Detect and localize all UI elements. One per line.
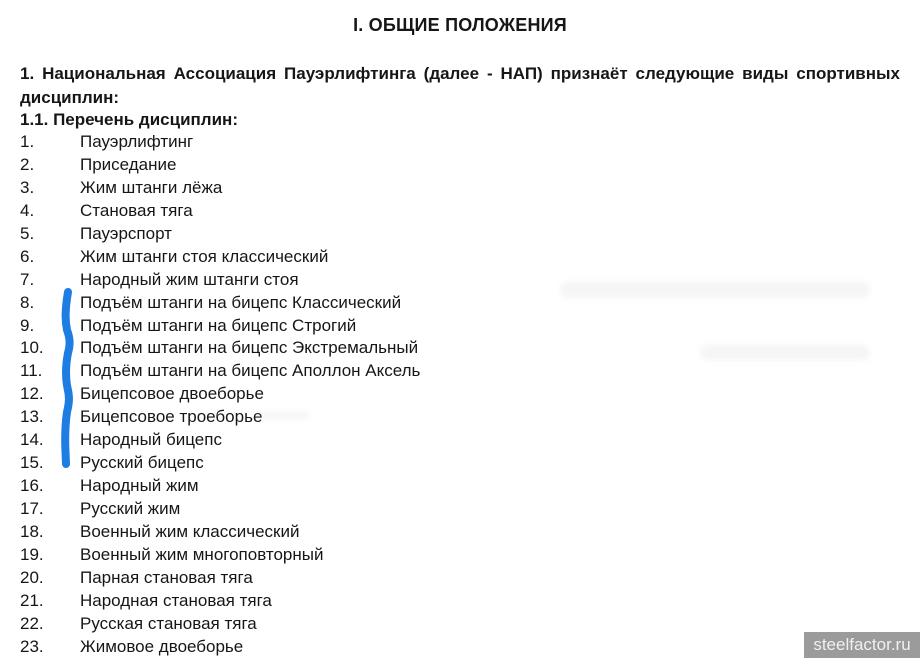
item-label: Пауэрлифтинг [80,132,194,151]
discipline-list [20,131,880,658]
item-number: 20. [20,567,44,587]
item-label: Подъём штанги на бицепс Аполлон Аксель [80,361,421,381]
item-number: 13. [20,407,44,427]
item-number: 19. [20,544,44,564]
item-number: 12. [20,384,44,404]
item-label: Парная становая тяга [80,567,253,587]
item-number: 5. [20,223,35,243]
list-item [20,200,880,223]
list-item [20,177,880,200]
list-item [20,452,880,475]
list-item [20,292,880,315]
item-number: 14. [20,430,44,450]
intro-paragraph: 1. Национальная Ассоциация Пауэрлифтинга (далее - НАП) признаёт следующие виды спортивных дисциплин: [20,64,900,107]
list-item [20,613,880,636]
list-item [20,315,880,338]
item-label: Подъём штанги на бицепс Классический [80,292,402,312]
item-number: 6. [20,246,35,266]
list-item [20,521,880,544]
list-item [20,223,880,246]
list-item [20,383,880,406]
item-label: Подъём штанги на бицепс Строгий [80,315,357,335]
item-label: Жимовое двоеборье [80,636,244,656]
list-item [20,131,880,154]
page-title: I. ОБЩИЕ ПОЛОЖЕНИЯ [353,15,567,35]
item-number: 23. [20,636,44,656]
item-label: Народный жим [80,476,199,496]
list-item [20,544,880,567]
item-number: 10. [20,338,44,358]
list-item [20,360,880,383]
item-label: Приседание [80,154,177,174]
item-label: Русский жим [80,499,181,518]
list-item [20,475,880,498]
item-number: 1. [20,132,35,151]
item-label: Народный бицепс [80,430,222,450]
list-item [20,636,880,658]
list-item [20,590,880,613]
list-item [20,246,880,269]
watermark-steelfactor: steelfactor.ru [804,632,920,658]
item-label: Народный жим штанги стоя [80,269,299,289]
item-label: Бицепсовое троеборье [80,407,263,427]
item-label: Русский бицепс [80,453,204,473]
list-item [20,567,880,590]
list-item [20,406,880,429]
item-number: 21. [20,590,44,610]
list-item [20,154,880,177]
item-label: Пауэрспорт [80,223,172,243]
list-item [20,337,880,360]
item-label: Подъём штанги на бицепс Экстремальный [80,338,419,358]
item-label: Военный жим многоповторный [80,544,324,564]
item-number: 11. [20,361,43,381]
item-label: Бицепсовое двоеборье [80,384,264,404]
item-label: Русская становая тяга [80,613,257,633]
item-number: 18. [20,521,44,541]
item-number: 9. [20,315,35,335]
list-item [20,269,880,292]
item-number: 16. [20,476,44,496]
item-number: 17. [20,499,44,518]
list-item [20,498,880,521]
list-item [20,429,880,452]
item-label: Жим штанги лёжа [80,177,223,197]
item-label: Становая тяга [80,200,193,220]
item-label: Народная становая тяга [80,590,272,610]
item-number: 22. [20,613,44,633]
item-number: 8. [20,292,35,312]
item-number: 2. [20,154,35,174]
item-label: Жим штанги стоя классический [80,246,329,266]
item-number: 7. [20,269,35,289]
item-label: Военный жим классический [80,521,300,541]
item-number: 15. [20,453,44,473]
item-number: 4. [20,200,35,220]
list-heading: 1.1. Перечень дисциплин: [20,110,238,129]
item-number: 3. [20,177,35,197]
